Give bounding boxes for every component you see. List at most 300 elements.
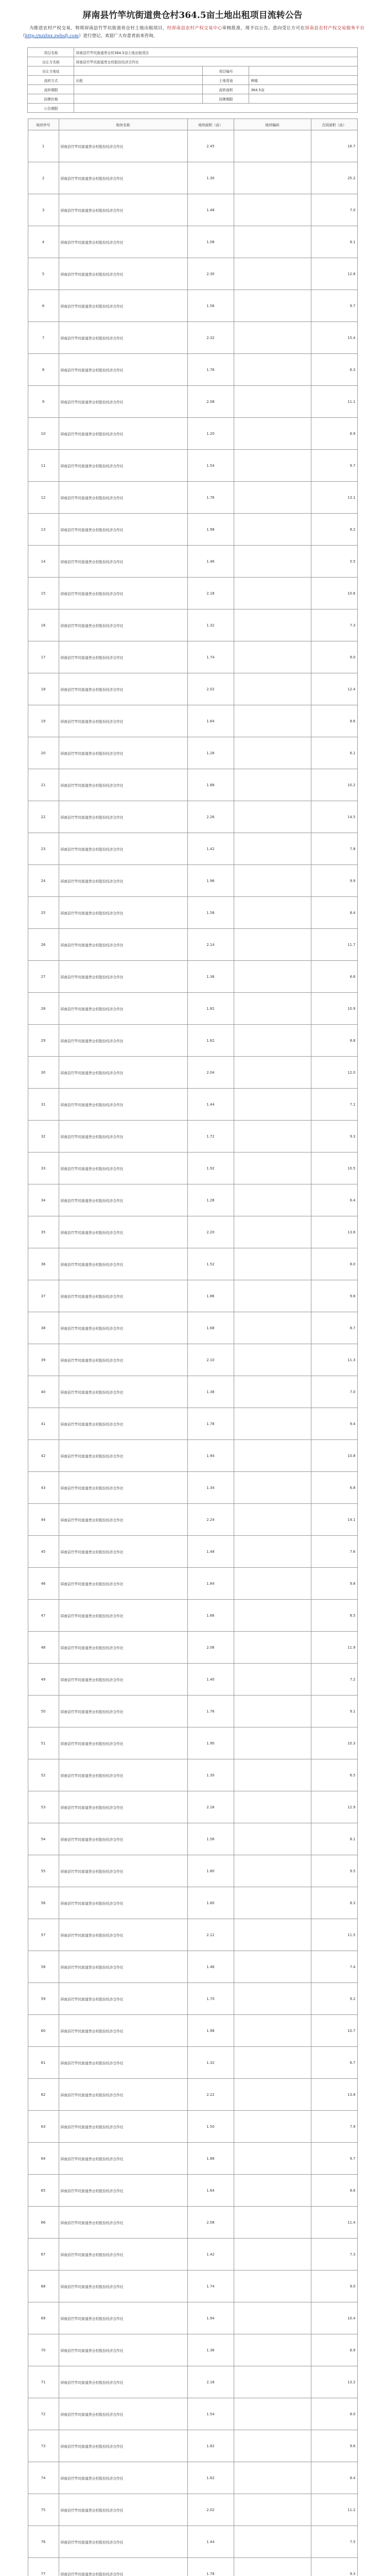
parcel-area: 2.45 — [187, 130, 234, 162]
parcel-code — [234, 833, 311, 865]
parcel-name: 屏南县竹竿坑街道贵仓村股份经济合作社 — [59, 482, 187, 514]
parcel-contract-area: 8.2 — [311, 514, 357, 546]
parcel-index: 37 — [28, 1280, 59, 1312]
parcel-code — [234, 961, 311, 993]
parcel-index: 77 — [28, 2558, 59, 2576]
parcel-code — [234, 801, 311, 833]
table-row — [28, 1089, 357, 1121]
table-row — [28, 2207, 357, 2239]
parcel-index: 57 — [28, 1919, 59, 1951]
parcel-contract-area: 6.1 — [311, 737, 357, 769]
info-row — [28, 94, 357, 104]
intro-highlight: 经屏南县农村产权交易中心 — [167, 26, 222, 31]
table-row — [28, 1568, 357, 1600]
parcel-code — [234, 737, 311, 769]
table-row — [28, 514, 357, 546]
parcel-index: 50 — [28, 1696, 59, 1727]
parcel-index: 62 — [28, 2079, 59, 2111]
parcel-code — [234, 673, 311, 705]
info-row — [28, 85, 357, 94]
parcel-index: 9 — [28, 386, 59, 418]
parcel-name: 屏南县竹竿坑街道贵仓村股份经济合作社 — [59, 1344, 187, 1376]
parcel-name: 屏南县竹竿坑街道贵仓村股份经济合作社 — [59, 769, 187, 801]
parcel-name: 屏南县竹竿坑街道贵仓村股份经济合作社 — [59, 1057, 187, 1089]
parcel-code — [234, 2175, 311, 2207]
parcel-code — [234, 1632, 311, 1664]
parcel-area: 2.20 — [187, 1216, 234, 1248]
parcel-index: 15 — [28, 578, 59, 609]
parcel-contract-area: 11.9 — [311, 1632, 357, 1664]
parcel-area: 2.08 — [187, 2207, 234, 2239]
table-row — [28, 1248, 357, 1280]
parcel-area: 1.78 — [187, 1408, 234, 1440]
table-row — [28, 2015, 357, 2047]
parcel-contract-area: 6.6 — [311, 961, 357, 993]
info-row — [28, 57, 357, 66]
table-row — [28, 2143, 357, 2175]
parcel-index: 19 — [28, 705, 59, 737]
table-row — [28, 2398, 357, 2430]
parcel-code — [234, 1153, 311, 1184]
parcel-area: 1.94 — [187, 1440, 234, 1472]
parcel-index: 13 — [28, 514, 59, 546]
parcel-name: 屏南县竹竿坑街道贵仓村股份经济合作社 — [59, 1472, 187, 1504]
parcel-name: 屏南县竹竿坑街道贵仓村股份经济合作社 — [59, 1408, 187, 1440]
parcel-name: 屏南县竹竿坑街道贵仓村股份经济合作社 — [59, 1696, 187, 1727]
parcel-name: 屏南县竹竿坑街道贵仓村股份经济合作社 — [59, 1600, 187, 1632]
parcel-contract-area: 6.5 — [311, 1759, 357, 1791]
parcel-area: 1.98 — [187, 514, 234, 546]
parcel-area: 2.30 — [187, 258, 234, 290]
parcel-code — [234, 290, 311, 322]
parcel-contract-area: 8.1 — [311, 1823, 357, 1855]
parcel-contract-area: 8.7 — [311, 1312, 357, 1344]
parcel-code — [234, 322, 311, 354]
table-row — [28, 1025, 357, 1057]
parcel-contract-area: 16.7 — [311, 130, 357, 162]
parcel-name: 屏南县竹竿坑街道贵仓村股份经济合作社 — [59, 609, 187, 641]
parcel-name: 屏南县竹竿坑街道贵仓村股份经济合作社 — [59, 546, 187, 578]
parcel-name: 屏南县竹竿坑街道贵仓村股份经济合作社 — [59, 1089, 187, 1121]
parcel-area: 1.46 — [187, 1951, 234, 1983]
parcel-contract-area: 7.4 — [311, 1951, 357, 1983]
parcel-area: 1.76 — [187, 354, 234, 386]
parcel-index: 29 — [28, 1025, 59, 1057]
info-value: 出租 — [74, 76, 203, 85]
parcel-area: 1.34 — [187, 1472, 234, 1504]
project-info-table — [27, 47, 357, 113]
parcel-area: 1.30 — [187, 162, 234, 194]
parcel-area: 1.36 — [187, 2334, 234, 2366]
parcel-contract-area: 7.0 — [311, 194, 357, 226]
parcel-index: 6 — [28, 290, 59, 322]
parcel-code — [234, 2494, 311, 2526]
table-row — [28, 258, 357, 290]
parcel-contract-area: 7.3 — [311, 609, 357, 641]
info-row — [28, 76, 357, 85]
parcel-index: 11 — [28, 450, 59, 482]
parcel-area: 1.82 — [187, 2430, 234, 2462]
parcel-index: 20 — [28, 737, 59, 769]
parcel-area: 1.20 — [187, 418, 234, 450]
parcel-index: 21 — [28, 769, 59, 801]
parcel-index: 38 — [28, 1312, 59, 1344]
parcel-contract-area: 9.7 — [311, 450, 357, 482]
info-row — [28, 66, 357, 76]
parcel-code — [234, 1376, 311, 1408]
parcel-contract-area: 9.8 — [311, 1568, 357, 1600]
parcel-area: 1.08 — [187, 226, 234, 258]
table-row — [28, 226, 357, 258]
info-label: 出让方地址 — [28, 66, 74, 76]
table-row — [28, 2334, 357, 2366]
parcel-contract-area: 7.8 — [311, 833, 357, 865]
parcel-code — [234, 1472, 311, 1504]
parcel-area: 1.26 — [187, 737, 234, 769]
parcel-contract-area: 8.1 — [311, 226, 357, 258]
parcel-contract-area: 6.4 — [311, 1184, 357, 1216]
table-row — [28, 673, 357, 705]
table-row — [28, 1887, 357, 1919]
table-row — [28, 2270, 357, 2302]
parcel-code — [234, 2398, 311, 2430]
parcel-area: 1.30 — [187, 1759, 234, 1791]
parcel-table — [28, 118, 358, 2576]
info-label: 土地用途 — [203, 76, 249, 85]
parcel-contract-area: 9.4 — [311, 1408, 357, 1440]
info-value: 屏南县竹竿坑街道贵仓村364.5亩土地出租项目 — [74, 48, 357, 57]
parcel-code — [234, 2111, 311, 2143]
parcel-contract-area: 8.6 — [311, 2175, 357, 2207]
parcel-area: 1.44 — [187, 2526, 234, 2558]
table-row — [28, 2462, 357, 2494]
parcel-index: 5 — [28, 258, 59, 290]
parcel-code — [234, 2334, 311, 2366]
table-row — [28, 1440, 357, 1472]
parcel-index: 72 — [28, 2398, 59, 2430]
parcel-name: 屏南县竹竿坑街道贵仓村股份经济合作社 — [59, 1632, 187, 1664]
parcel-name: 屏南县竹竿坑街道贵仓村股份经济合作社 — [59, 1504, 187, 1536]
parcel-area: 2.22 — [187, 2079, 234, 2111]
table-row — [28, 162, 357, 194]
parcel-code — [234, 1216, 311, 1248]
parcel-name: 屏南县竹竿坑街道贵仓村股份经济合作社 — [59, 993, 187, 1025]
parcel-contract-area: 13.6 — [311, 1216, 357, 1248]
parcel-index: 35 — [28, 1216, 59, 1248]
parcel-header-code: 地块编码 — [234, 119, 311, 130]
parcel-name: 屏南县竹竿坑街道贵仓村股份经济合作社 — [59, 2111, 187, 2143]
parcel-area: 1.48 — [187, 1536, 234, 1568]
parcel-area: 1.60 — [187, 1887, 234, 1919]
parcel-name: 屏南县竹竿坑街道贵仓村股份经济合作社 — [59, 2079, 187, 2111]
parcel-name: 屏南县竹竿坑街道贵仓村股份经济合作社 — [59, 2270, 187, 2302]
table-row — [28, 833, 357, 865]
parcel-contract-area: 6.3 — [311, 354, 357, 386]
table-row — [28, 961, 357, 993]
parcel-contract-area: 7.2 — [311, 1664, 357, 1696]
parcel-area: 1.88 — [187, 2143, 234, 2175]
parcel-header-area: 地块面积（亩） — [187, 119, 234, 130]
parcel-area: 2.18 — [187, 578, 234, 609]
parcel-index: 52 — [28, 1759, 59, 1791]
parcel-code — [234, 2047, 311, 2079]
parcel-header-name: 地块名称 — [59, 119, 187, 130]
table-row — [28, 418, 357, 450]
parcel-index: 22 — [28, 801, 59, 833]
parcel-contract-area: 14.5 — [311, 801, 357, 833]
parcel-contract-area: 7.6 — [311, 1536, 357, 1568]
parcel-index: 75 — [28, 2494, 59, 2526]
parcel-index: 18 — [28, 673, 59, 705]
parcel-index: 8 — [28, 354, 59, 386]
parcel-name: 屏南县竹竿坑街道贵仓村股份经济合作社 — [59, 290, 187, 322]
parcel-area: 2.06 — [187, 1632, 234, 1664]
table-row — [28, 450, 357, 482]
parcel-name: 屏南县竹竿坑街道贵仓村股份经济合作社 — [59, 1536, 187, 1568]
parcel-code — [234, 2462, 311, 2494]
parcel-code — [234, 226, 311, 258]
parcel-index: 2 — [28, 162, 59, 194]
parcel-area: 1.42 — [187, 833, 234, 865]
parcel-index: 17 — [28, 641, 59, 673]
table-row — [28, 2494, 357, 2526]
parcel-code — [234, 609, 311, 641]
parcel-area: 1.84 — [187, 1568, 234, 1600]
parcel-code — [234, 705, 311, 737]
parcel-contract-area: 7.1 — [311, 1089, 357, 1121]
parcel-index: 51 — [28, 1727, 59, 1759]
parcel-contract-area: 9.9 — [311, 865, 357, 897]
parcel-code — [234, 1887, 311, 1919]
parcel-contract-area: 9.3 — [311, 2558, 357, 2576]
info-value — [74, 104, 357, 113]
parcel-index: 33 — [28, 1153, 59, 1184]
info-value — [74, 94, 203, 104]
table-row — [28, 1855, 357, 1887]
table-row — [28, 1951, 357, 1983]
parcel-index: 1 — [28, 130, 59, 162]
parcel-index: 58 — [28, 1951, 59, 1983]
platform-link[interactable]: http://nzzlnx.zwbsfj.com — [25, 33, 79, 39]
parcel-code — [234, 1248, 311, 1280]
table-row — [28, 993, 357, 1025]
table-row — [28, 194, 357, 226]
intro-text: 审核批准，现予以公告。意向受让方可在 — [222, 26, 305, 31]
parcel-area: 2.02 — [187, 2494, 234, 2526]
parcel-contract-area: 9.6 — [311, 2430, 357, 2462]
parcel-code — [234, 546, 311, 578]
parcel-area: 2.12 — [187, 1919, 234, 1951]
parcel-name: 屏南县竹竿坑街道贵仓村股份经济合作社 — [59, 2015, 187, 2047]
parcel-name: 屏南县竹竿坑街道贵仓村股份经济合作社 — [59, 737, 187, 769]
parcel-area: 1.72 — [187, 1121, 234, 1153]
parcel-name: 屏南县竹竿坑街道贵仓村股份经济合作社 — [59, 1280, 187, 1312]
parcel-name: 屏南县竹竿坑街道贵仓村股份经济合作社 — [59, 1887, 187, 1919]
parcel-code — [234, 1121, 311, 1153]
parcel-name: 屏南县竹竿坑街道贵仓村股份经济合作社 — [59, 1951, 187, 1983]
parcel-name: 屏南县竹竿坑街道贵仓村股份经济合作社 — [59, 2207, 187, 2239]
parcel-name: 屏南县竹竿坑街道贵仓村股份经济合作社 — [59, 2526, 187, 2558]
parcel-index: 44 — [28, 1504, 59, 1536]
parcel-index: 41 — [28, 1408, 59, 1440]
parcel-contract-area: 5.5 — [311, 546, 357, 578]
parcel-contract-area: 8.4 — [311, 2462, 357, 2494]
parcel-name: 屏南县竹竿坑街道贵仓村股份经济合作社 — [59, 1184, 187, 1216]
parcel-contract-area: 12.0 — [311, 1057, 357, 1089]
parcel-area: 1.68 — [187, 1312, 234, 1344]
parcel-name: 屏南县竹竿坑街道贵仓村股份经济合作社 — [59, 1568, 187, 1600]
parcel-area: 1.76 — [187, 482, 234, 514]
parcel-area: 2.04 — [187, 1057, 234, 1089]
parcel-index: 39 — [28, 1344, 59, 1376]
parcel-index: 63 — [28, 2111, 59, 2143]
table-row — [28, 1376, 357, 1408]
table-row — [28, 1216, 357, 1248]
parcel-index: 46 — [28, 1568, 59, 1600]
parcel-name: 屏南县竹竿坑街道贵仓村股份经济合作社 — [59, 1153, 187, 1184]
parcel-area: 1.40 — [187, 1664, 234, 1696]
table-row — [28, 801, 357, 833]
table-row — [28, 1983, 357, 2015]
table-row — [28, 1600, 357, 1632]
parcel-index: 23 — [28, 833, 59, 865]
parcel-code — [234, 897, 311, 929]
table-row — [28, 1184, 357, 1216]
parcel-area: 1.46 — [187, 546, 234, 578]
parcel-code — [234, 1312, 311, 1344]
parcel-contract-area: 11.5 — [311, 1919, 357, 1951]
parcel-name: 屏南县竹竿坑街道贵仓村股份经济合作社 — [59, 1312, 187, 1344]
parcel-name: 屏南县竹竿坑街道贵仓村股份经济合作社 — [59, 2239, 187, 2270]
parcel-name: 屏南县竹竿坑街道贵仓村股份经济合作社 — [59, 801, 187, 833]
parcel-area: 1.54 — [187, 450, 234, 482]
parcel-code — [234, 1983, 311, 2015]
parcel-index: 61 — [28, 2047, 59, 2079]
parcel-name: 屏南县竹竿坑街道贵仓村股份经济合作社 — [59, 1823, 187, 1855]
parcel-code — [234, 993, 311, 1025]
table-row — [28, 865, 357, 897]
table-row — [28, 1057, 357, 1089]
parcel-code — [234, 1408, 311, 1440]
parcel-code — [234, 1919, 311, 1951]
parcel-area: 1.76 — [187, 1696, 234, 1727]
parcel-code — [234, 2079, 311, 2111]
parcel-contract-area: 10.2 — [311, 769, 357, 801]
parcel-area: 1.62 — [187, 1025, 234, 1057]
parcel-contract-area: 7.9 — [311, 2111, 357, 2143]
parcel-code — [234, 1057, 311, 1089]
parcel-contract-area: 9.0 — [311, 641, 357, 673]
parcel-contract-area: 9.1 — [311, 1696, 357, 1727]
parcel-contract-area: 8.0 — [311, 2398, 357, 2430]
parcel-code — [234, 1600, 311, 1632]
parcel-code — [234, 2207, 311, 2239]
info-value: 种植 — [249, 76, 357, 85]
parcel-name: 屏南县竹竿坑街道贵仓村股份经济合作社 — [59, 2366, 187, 2398]
parcel-code — [234, 386, 311, 418]
parcel-code — [234, 418, 311, 450]
parcel-index: 26 — [28, 929, 59, 961]
parcel-name: 屏南县竹竿坑街道贵仓村股份经济合作社 — [59, 1376, 187, 1408]
info-value — [74, 85, 203, 94]
parcel-name: 屏南县竹竿坑街道贵仓村股份经济合作社 — [59, 1983, 187, 2015]
table-row — [28, 1536, 357, 1568]
parcel-area: 1.52 — [187, 1248, 234, 1280]
info-row — [28, 104, 357, 113]
parcel-area: 1.70 — [187, 1983, 234, 2015]
table-row — [28, 2079, 357, 2111]
parcel-name: 屏南县竹竿坑街道贵仓村股份经济合作社 — [59, 673, 187, 705]
page-title: 屏南县竹竿坑街道贵仓村364.5亩土地出租项目流转公告 — [82, 10, 303, 21]
parcel-contract-area: 11.3 — [311, 1344, 357, 1376]
parcel-contract-area: 8.5 — [311, 1600, 357, 1632]
parcel-contract-area: 11.2 — [311, 2494, 357, 2526]
parcel-index: 30 — [28, 1057, 59, 1089]
parcel-contract-area: 11.7 — [311, 929, 357, 961]
parcel-index: 56 — [28, 1887, 59, 1919]
parcel-name: 屏南县竹竿坑街道贵仓村股份经济合作社 — [59, 130, 187, 162]
parcel-contract-area: 15.4 — [311, 322, 357, 354]
parcel-index: 28 — [28, 993, 59, 1025]
parcel-code — [234, 1855, 311, 1887]
parcel-name: 屏南县竹竿坑街道贵仓村股份经济合作社 — [59, 1121, 187, 1153]
info-value: 屏南县竹竿坑街道贵仓村股份经济合作社 — [74, 57, 357, 66]
parcel-code — [234, 1696, 311, 1727]
parcel-name: 屏南县竹竿坑街道贵仓村股份经济合作社 — [59, 258, 187, 290]
table-row — [28, 1791, 357, 1823]
table-row — [28, 609, 357, 641]
parcel-area: 1.28 — [187, 1184, 234, 1216]
parcel-code — [234, 769, 311, 801]
parcel-name: 屏南县竹竿坑街道贵仓村股份经济合作社 — [59, 833, 187, 865]
parcel-contract-area: 6.9 — [311, 2334, 357, 2366]
parcel-code — [234, 2558, 311, 2576]
table-row — [28, 1632, 357, 1664]
parcel-code — [234, 2430, 311, 2462]
table-row — [28, 641, 357, 673]
parcel-contract-area: 10.7 — [311, 2015, 357, 2047]
parcel-name: 屏南县竹竿坑街道贵仓村股份经济合作社 — [59, 1919, 187, 1951]
table-row — [28, 1153, 357, 1184]
parcel-contract-area: 6.9 — [311, 418, 357, 450]
parcel-contract-area: 9.5 — [311, 1855, 357, 1887]
parcel-index: 66 — [28, 2207, 59, 2239]
info-label: 挂牌期限 — [203, 94, 249, 104]
parcel-area: 2.32 — [187, 322, 234, 354]
parcel-contract-area: 9.3 — [311, 1121, 357, 1153]
parcel-area: 1.56 — [187, 290, 234, 322]
parcel-name: 屏南县竹竿坑街道贵仓村股份经济合作社 — [59, 2302, 187, 2334]
parcel-contract-area: 25.2 — [311, 162, 357, 194]
table-row — [28, 354, 357, 386]
parcel-area: 1.56 — [187, 1823, 234, 1855]
info-label: 出让方名称 — [28, 57, 74, 66]
parcel-contract-area: 13.1 — [311, 482, 357, 514]
parcel-name: 屏南县竹竿坑街道贵仓村股份经济合作社 — [59, 2334, 187, 2366]
parcel-code — [234, 865, 311, 897]
parcel-name: 屏南县竹竿坑街道贵仓村股份经济合作社 — [59, 226, 187, 258]
parcel-index: 74 — [28, 2462, 59, 2494]
parcel-name: 屏南县竹竿坑街道贵仓村股份经济合作社 — [59, 386, 187, 418]
parcel-contract-area: 10.8 — [311, 1440, 357, 1472]
parcel-index: 71 — [28, 2366, 59, 2398]
parcel-contract-area: 8.4 — [311, 897, 357, 929]
parcel-code — [234, 1791, 311, 1823]
parcel-index: 49 — [28, 1664, 59, 1696]
table-row — [28, 290, 357, 322]
parcel-index: 10 — [28, 418, 59, 450]
parcel-area: 2.10 — [187, 1344, 234, 1376]
